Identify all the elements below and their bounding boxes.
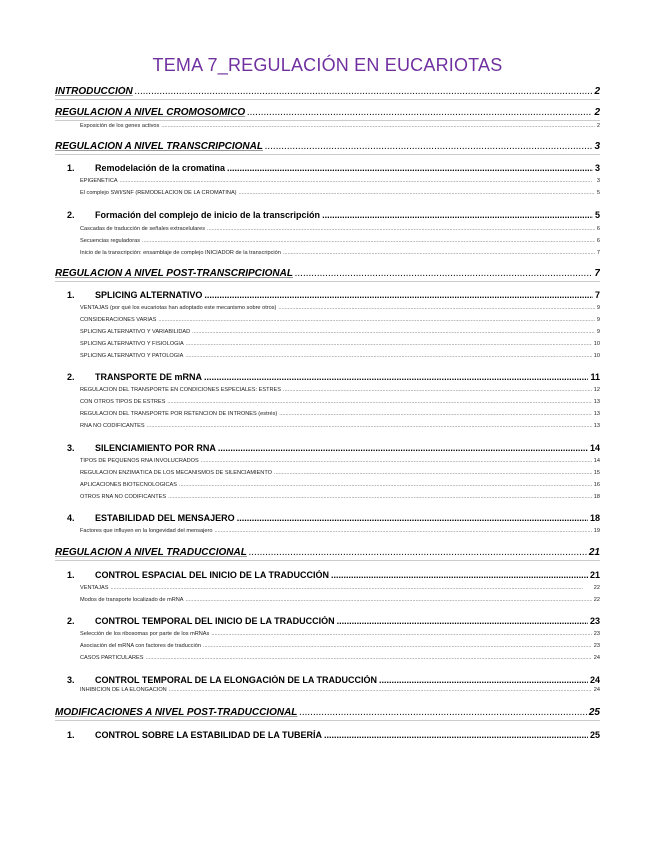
toc-entry-label bbox=[55, 86, 133, 97]
toc-leader-dots bbox=[146, 655, 592, 661]
toc-entry-text: SPLICING ALTERNATIVO Y VARIABILIDAD bbox=[80, 329, 191, 335]
toc-entry-text: INHIBICIÓN DE LA ELONGACIÓN bbox=[80, 687, 167, 693]
toc-entry-number: 2. bbox=[67, 372, 75, 382]
toc-entry-text: VENTAJAS bbox=[80, 585, 109, 591]
toc-entry[interactable] bbox=[80, 494, 600, 500]
toc-entry-label bbox=[55, 107, 245, 118]
toc-entry[interactable] bbox=[80, 643, 600, 649]
toc-entry[interactable] bbox=[67, 163, 600, 173]
toc-entry[interactable] bbox=[80, 123, 600, 129]
toc-leader-dots bbox=[211, 631, 591, 637]
toc-entry-text: Remodelación de la cromatina bbox=[95, 163, 226, 173]
section-divider bbox=[55, 120, 600, 121]
toc-entry-text: REGULACIÓN DEL TRANSPORTE EN CONDICIONES ESPECIALES: ESTRÉS bbox=[80, 387, 282, 393]
toc-entry-number: 1. bbox=[67, 730, 75, 740]
toc-entry-page: 5 bbox=[596, 190, 600, 196]
toc-entry-number: 2. bbox=[67, 210, 75, 220]
toc-entry[interactable] bbox=[80, 655, 600, 661]
toc-entry[interactable] bbox=[55, 707, 600, 718]
toc-entry-label bbox=[67, 616, 335, 626]
toc-entry-text: TRANSPORTE DE mRNA bbox=[95, 372, 203, 382]
toc-entry-page: 3 bbox=[596, 178, 600, 184]
toc-entry-text: Cascadas de traducción de señales extracelulares bbox=[80, 226, 205, 232]
toc-entry-label bbox=[80, 494, 166, 500]
toc-entry-text: Modos de transporte localizado de mRNA bbox=[80, 597, 184, 603]
toc-leader-dots bbox=[142, 238, 595, 244]
toc-entry-page: 9 bbox=[596, 305, 600, 311]
toc-leader-dots bbox=[227, 163, 593, 173]
toc-entry-page: 16 bbox=[593, 482, 600, 488]
toc-entry-text: APLICACIONES BIOTECNOLÓGICAS bbox=[80, 482, 177, 488]
toc-entry-number: 1. bbox=[67, 290, 75, 300]
toc-entry-number: 1. bbox=[67, 163, 75, 173]
toc-leader-dots bbox=[203, 643, 592, 649]
toc-entry-label bbox=[80, 631, 209, 637]
toc-entry-text: REGULACIÓN A NIVEL CROMOSÓMICO bbox=[55, 107, 246, 118]
toc-entry-text: REGULACIÓN ENZIMÁTICA DE LOS MECANISMOS DE SILENCIAMIENTO bbox=[80, 470, 272, 476]
toc-entry-label bbox=[80, 399, 165, 405]
toc-entry[interactable] bbox=[80, 341, 600, 347]
toc-leader-dots bbox=[331, 570, 588, 580]
toc-entry-label bbox=[80, 329, 190, 335]
toc-entry-page: 24 bbox=[593, 687, 600, 693]
toc-entry-text: Inicio de la transcripción: ensamblaje de complejo INICIADOR de la transcripción bbox=[80, 250, 281, 256]
section-divider bbox=[55, 99, 600, 100]
toc-entry-page: 25 bbox=[588, 707, 600, 718]
toc-leader-dots bbox=[186, 597, 592, 603]
toc-entry[interactable] bbox=[67, 513, 600, 523]
toc-entry-text: VENTAJAS (por qué los eucariotas han adoptado este mecanismo sobre otros) bbox=[80, 305, 277, 311]
toc-entry-page: 22 bbox=[593, 597, 600, 603]
toc-entry-text: Selección de los ribosomas por parte de los mRNAs bbox=[80, 631, 210, 637]
toc-entry-label bbox=[80, 317, 156, 323]
toc-leader-dots bbox=[295, 268, 592, 279]
toc-leader-dots bbox=[322, 210, 593, 220]
toc-entry-page: 13 bbox=[593, 399, 600, 405]
toc-leader-dots bbox=[299, 707, 586, 718]
toc-entry[interactable] bbox=[55, 141, 600, 152]
toc-entry-page: 3 bbox=[594, 141, 600, 152]
toc-entry[interactable] bbox=[55, 107, 600, 118]
toc-entry-label bbox=[80, 655, 144, 661]
toc-entry-number: 3. bbox=[67, 675, 75, 685]
toc-leader-dots bbox=[279, 411, 592, 417]
toc-leader-dots bbox=[207, 226, 595, 232]
toc-entry-label bbox=[67, 372, 202, 382]
toc-entry-label bbox=[80, 123, 159, 129]
toc-entry-page: 15 bbox=[593, 470, 600, 476]
toc-entry[interactable] bbox=[80, 423, 600, 429]
toc-entry[interactable] bbox=[67, 210, 600, 220]
toc-leader-dots bbox=[186, 341, 592, 347]
toc-leader-dots bbox=[169, 687, 592, 693]
toc-leader-dots bbox=[237, 513, 588, 523]
toc-entry[interactable] bbox=[80, 399, 600, 405]
toc-entry-text: RNA NO CODIFICANTES bbox=[80, 423, 145, 429]
toc-leader-dots bbox=[283, 387, 592, 393]
toc-leader-dots bbox=[201, 458, 592, 464]
toc-leader-dots bbox=[337, 616, 588, 626]
toc-entry-text: INTRODUCCIÓN bbox=[55, 86, 133, 97]
toc-leader-dots bbox=[278, 305, 594, 311]
toc-entry-page: 18 bbox=[589, 513, 600, 523]
toc-entry-page: 7 bbox=[594, 268, 600, 279]
toc-entry[interactable] bbox=[67, 675, 600, 685]
toc-entry[interactable] bbox=[80, 305, 600, 311]
toc-entry-label bbox=[80, 305, 276, 311]
toc-leader-dots bbox=[192, 329, 595, 335]
toc-entry-page: 2 bbox=[596, 123, 600, 129]
toc-entry-text: Exposición de los genes activos bbox=[80, 123, 160, 129]
toc-entry-label bbox=[80, 250, 281, 256]
toc-entry-label bbox=[80, 226, 205, 232]
toc-entry[interactable] bbox=[80, 238, 600, 244]
toc-entry-label bbox=[67, 210, 320, 220]
toc-entry-text: Secuencias reguladoras bbox=[80, 238, 141, 244]
toc-leader-dots bbox=[204, 372, 588, 382]
toc-entry-text: SPLICING ALTERNATIVO bbox=[95, 290, 203, 300]
toc-entry-page: 14 bbox=[589, 443, 600, 453]
toc-entry-text: REGULACIÓN A NIVEL TRANSCRIPCIONAL bbox=[55, 141, 263, 152]
toc-entry-label bbox=[67, 675, 377, 685]
toc-entry-page: 25 bbox=[589, 730, 600, 740]
toc-entry-page: 10 bbox=[593, 341, 600, 347]
toc-entry[interactable] bbox=[80, 226, 600, 232]
toc-leader-dots bbox=[179, 482, 592, 488]
toc-entry-label bbox=[80, 585, 109, 591]
toc-entry-label bbox=[80, 411, 277, 417]
toc-entry-label bbox=[80, 643, 201, 649]
toc-entry-text: SPLICING ALTERNATIVO Y PATOLOGÍA bbox=[80, 353, 184, 359]
toc-entry-page: 11 bbox=[590, 372, 600, 382]
toc-entry[interactable] bbox=[80, 470, 600, 476]
toc-entry-page: 21 bbox=[589, 570, 600, 580]
toc-entry-text: EPIGENÉTICA bbox=[80, 178, 118, 184]
toc-leader-dots bbox=[158, 317, 595, 323]
toc-leader-dots bbox=[274, 470, 592, 476]
toc-leader-dots bbox=[135, 86, 593, 97]
toc-entry[interactable] bbox=[55, 268, 600, 279]
toc-entry[interactable] bbox=[55, 86, 600, 97]
toc-entry-text: CONTROL TEMPORAL DE LA ELONGACIÓN DE LA TRADUCCIÓN bbox=[95, 675, 377, 685]
toc-entry-text: Asociación del mRNA con factores de traducción bbox=[80, 643, 201, 649]
toc-entry[interactable] bbox=[67, 616, 600, 626]
toc-entry[interactable] bbox=[80, 317, 600, 323]
toc-entry-text: CON OTROS TIPOS DE ESTRÉS bbox=[80, 399, 166, 405]
toc-entry-label bbox=[67, 443, 216, 453]
toc-entry-number: 3. bbox=[67, 443, 75, 453]
toc-entry-text: OTROS RNA NO CODIFICANTES bbox=[80, 494, 167, 500]
toc-entry-text: SPLICING ALTERNATIVO Y FISIOLOGÍA bbox=[80, 341, 184, 347]
toc-entry-page: 19 bbox=[593, 528, 600, 534]
toc-entry-text: Formación del complejo de inicio de la transcripción bbox=[95, 210, 321, 220]
toc-entry-page: 21 bbox=[588, 547, 600, 558]
toc-entry-label bbox=[55, 141, 263, 152]
toc-leader-dots bbox=[120, 178, 595, 184]
toc-entry-page: 23 bbox=[589, 616, 600, 626]
toc-entry-label bbox=[55, 547, 247, 558]
toc-entry-page: 23 bbox=[593, 631, 600, 637]
toc-entry-label bbox=[67, 570, 329, 580]
toc-entry-label bbox=[80, 423, 145, 429]
document-title: TEMA 7_REGULACIÓN EN EUCARIOTAS bbox=[152, 55, 503, 75]
toc-entry-label bbox=[80, 387, 281, 393]
toc-leader-dots bbox=[218, 443, 588, 453]
toc-entry[interactable] bbox=[80, 585, 600, 591]
toc-leader-dots bbox=[204, 290, 593, 300]
toc-entry-page: 24 bbox=[589, 675, 600, 685]
toc-entry-number: 2. bbox=[67, 616, 75, 626]
toc-leader-dots bbox=[265, 141, 592, 152]
toc-leader-dots bbox=[185, 353, 591, 359]
toc-entry[interactable] bbox=[80, 250, 600, 256]
toc-entry[interactable] bbox=[80, 597, 600, 603]
toc-entry-page: 9 bbox=[596, 317, 600, 323]
toc-entry-label bbox=[80, 458, 199, 464]
toc-entry[interactable] bbox=[67, 570, 600, 580]
toc-entry[interactable] bbox=[80, 687, 600, 693]
toc-entry-page: 2 bbox=[594, 107, 600, 118]
toc-entry[interactable] bbox=[67, 730, 600, 740]
toc-entry-label bbox=[80, 528, 212, 534]
toc-entry-page: 23 bbox=[593, 643, 600, 649]
toc-entry[interactable] bbox=[80, 528, 600, 534]
toc-entry-label bbox=[55, 268, 293, 279]
toc-entry-page: 12 bbox=[593, 387, 600, 393]
toc-entry-label bbox=[80, 341, 184, 347]
toc-entry[interactable] bbox=[80, 482, 600, 488]
toc-leader-dots bbox=[147, 423, 592, 429]
section-divider bbox=[55, 560, 600, 561]
toc-entry-label bbox=[67, 290, 202, 300]
toc-entry-text: El complejo SWI/SNF (REMODELACIÓN DE LA CROMATINA) bbox=[80, 190, 237, 196]
toc-entry-text: CASOS PARTICULARES bbox=[80, 655, 144, 661]
section-divider bbox=[55, 154, 600, 155]
toc-entry-label bbox=[80, 190, 237, 196]
toc-leader-dots bbox=[324, 730, 588, 740]
toc-entry[interactable] bbox=[67, 443, 600, 453]
toc-entry[interactable] bbox=[80, 329, 600, 335]
toc-entry[interactable] bbox=[80, 458, 600, 464]
toc-leader-dots bbox=[249, 547, 587, 558]
toc-entry-page: 2 bbox=[594, 86, 600, 97]
toc-entry-page: 9 bbox=[596, 329, 600, 335]
toc-entry-page: 6 bbox=[596, 226, 600, 232]
toc-entry-label bbox=[80, 178, 118, 184]
toc-entry-page: 7 bbox=[594, 290, 600, 300]
toc-entry-page: 24 bbox=[593, 655, 600, 661]
toc-entry[interactable] bbox=[67, 290, 600, 300]
toc-entry-label bbox=[80, 470, 272, 476]
toc-entry-page: 13 bbox=[593, 423, 600, 429]
toc-entry-label bbox=[80, 687, 167, 693]
toc-leader-dots bbox=[168, 494, 592, 500]
toc-leader-dots bbox=[379, 675, 588, 685]
toc-leader-dots bbox=[111, 585, 592, 591]
toc-leader-dots bbox=[283, 250, 595, 256]
toc-entry-page: 22 bbox=[593, 585, 600, 591]
toc-entry-text: CONTROL SOBRE LA ESTABILIDAD DE LA TUBERÍA bbox=[95, 730, 322, 740]
toc-entry-text: MODIFICACIONES A NIVEL POST-TRADUCCIONAL bbox=[55, 707, 298, 718]
toc-leader-dots bbox=[239, 190, 595, 196]
toc-entry-text: Factores que influyen en la longevidad del mensajero bbox=[80, 528, 213, 534]
toc-entry[interactable] bbox=[55, 547, 600, 558]
toc-entry-text: REGULACIÓN A NIVEL TRADUCCIONAL bbox=[55, 547, 247, 558]
toc-leader-dots bbox=[167, 399, 591, 405]
toc-leader-dots bbox=[214, 528, 591, 534]
toc-entry-text: ESTABILIDAD DEL MENSAJERO bbox=[95, 513, 235, 523]
toc-entry-text: REGULACIÓN DEL TRANSPORTE POR RETENCIÓN DE INTRONES (estrés) bbox=[80, 411, 278, 417]
toc-entry[interactable] bbox=[80, 190, 600, 196]
toc-entry-text: SILENCIAMIENTO POR RNA bbox=[95, 443, 216, 453]
toc-entry-label bbox=[67, 513, 235, 523]
toc-entry[interactable] bbox=[80, 353, 600, 359]
toc-entry-text: TIPOS DE PEQUEÑOS RNA INVOLUCRADOS bbox=[80, 458, 199, 464]
toc-leader-dots bbox=[247, 107, 592, 118]
toc-entry[interactable] bbox=[80, 178, 600, 184]
toc-entry-text: CONTROL TEMPORAL DEL INICIO DE LA TRADUCCIÓN bbox=[95, 616, 335, 626]
toc-entry-text: CONTROL ESPACIAL DEL INICIO DE LA TRADUCCIÓN bbox=[95, 570, 330, 580]
toc-entry-number: 1. bbox=[67, 570, 75, 580]
section-divider bbox=[55, 281, 600, 282]
section-divider bbox=[55, 720, 600, 721]
toc-entry-label bbox=[80, 597, 184, 603]
toc-entry[interactable] bbox=[80, 387, 600, 393]
toc-entry-page: 5 bbox=[594, 210, 600, 220]
toc-entry-number: 4. bbox=[67, 513, 75, 523]
toc-entry-page: 3 bbox=[594, 163, 600, 173]
toc-entry-label bbox=[80, 353, 183, 359]
toc-entry-label bbox=[67, 163, 225, 173]
toc-entry-label bbox=[80, 238, 140, 244]
toc-entry-label bbox=[55, 707, 297, 718]
toc-entry-label bbox=[67, 730, 322, 740]
toc-entry[interactable] bbox=[80, 411, 600, 417]
toc-entry-label bbox=[80, 482, 177, 488]
toc-entry-text: REGULACIÓN A NIVEL POST-TRANSCRIPCIONAL bbox=[55, 268, 293, 279]
toc-entry-text: CONSIDERACIONES VARIAS bbox=[80, 317, 157, 323]
toc-entry-page: 13 bbox=[593, 411, 600, 417]
toc-entry-page: 6 bbox=[596, 238, 600, 244]
toc-entry-page: 18 bbox=[593, 494, 600, 500]
toc-entry-page: 14 bbox=[593, 458, 600, 464]
toc-entry[interactable] bbox=[67, 372, 600, 382]
toc-entry[interactable] bbox=[80, 631, 600, 637]
toc-entry-page: 7 bbox=[596, 250, 600, 256]
toc-entry-page: 10 bbox=[593, 353, 600, 359]
toc-leader-dots bbox=[161, 123, 595, 129]
